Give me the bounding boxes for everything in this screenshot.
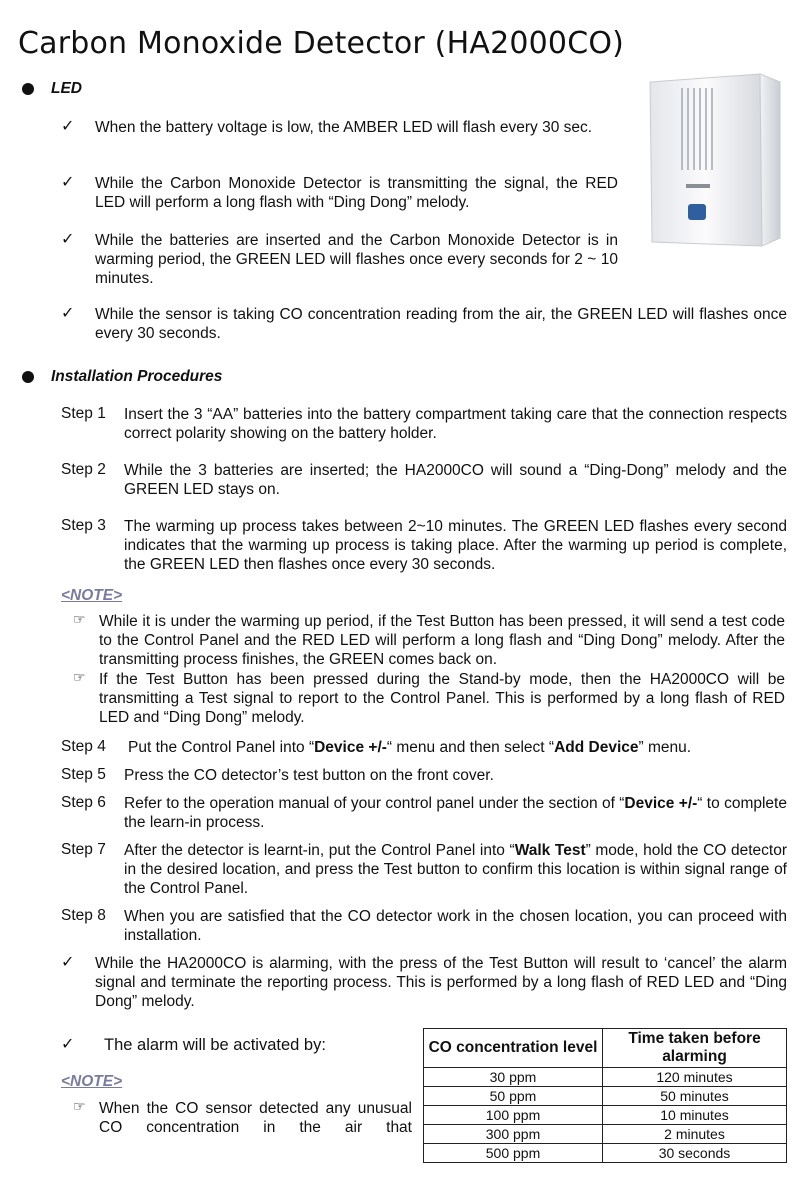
- step-text-part: ” menu.: [638, 739, 692, 756]
- step-label: Step 5: [61, 766, 106, 783]
- step-text: Insert the 3 “AA” batteries into the battery compartment taking care that the connection respects correct polarity showing on the battery holder.: [124, 406, 787, 442]
- table-cell: 30 seconds: [603, 1144, 787, 1163]
- section-installation: [22, 368, 222, 386]
- table-cell: 30 ppm: [424, 1068, 603, 1087]
- step-label: Step 3: [61, 517, 106, 534]
- mode-name: Walk Test: [514, 842, 586, 859]
- alarm-cancel-text: While the HA2000CO is alarming, with the press of the Test Button will result to ‘cancel’ the alarm signal and terminate the reporting process. This is performed by a long flash of RED LED and “Ding Dong” melody.: [95, 955, 787, 1010]
- table-cell: 100 ppm: [424, 1106, 603, 1125]
- table-header-row: [424, 1029, 787, 1068]
- table-cell: 300 ppm: [424, 1125, 603, 1144]
- page-title: Carbon Monoxide Detector (HA2000CO): [18, 26, 625, 61]
- table-cell: 500 ppm: [424, 1144, 603, 1163]
- step-label: Step 8: [61, 907, 106, 924]
- check-icon: ✓: [61, 116, 75, 135]
- table-row: [424, 1068, 787, 1087]
- step-label: Step 2: [61, 461, 106, 478]
- check-icon: ✓: [61, 229, 75, 248]
- section-led-title: LED: [51, 80, 82, 97]
- step-label: Step 6: [61, 794, 106, 811]
- bullet-icon: [22, 371, 34, 383]
- column-header: Time taken before alarming: [603, 1029, 787, 1068]
- note-label: <NOTE>: [61, 1073, 123, 1090]
- step-label: Step 4: [61, 738, 106, 755]
- step-label: Step 7: [61, 841, 106, 858]
- alarm-table: [423, 1028, 787, 1163]
- step-label: Step 1: [61, 405, 106, 422]
- check-icon: ✓: [61, 1034, 75, 1053]
- detector-product-image: [640, 70, 788, 260]
- table-row: [424, 1125, 787, 1144]
- led-item: While the sensor is taking CO concentration reading from the air, the GREEN LED will flashes once every 30 seconds.: [95, 306, 787, 342]
- pointing-hand-icon: ☞: [73, 612, 86, 628]
- step-text: While the 3 batteries are inserted; the HA2000CO will sound a “Ding-Dong” melody and the GREEN LED stays on.: [124, 462, 787, 498]
- bullet-icon: [22, 83, 34, 95]
- note-label: <NOTE>: [61, 587, 123, 604]
- step-text-part: “ menu and then select “: [386, 739, 555, 756]
- check-icon: ✓: [61, 172, 75, 191]
- menu-name: Add Device: [554, 739, 639, 756]
- section-led: [22, 80, 82, 98]
- step-text-part: ” mode, hold the CO detector in the desired location, and press the Test button to confirm this location is within signal range of the Control Panel.: [124, 842, 787, 897]
- pointing-hand-icon: ☞: [73, 670, 86, 686]
- led-item: While the batteries are inserted and the Carbon Monoxide Detector is in warming period, the GREEN LED will flashes once every seconds for 2 ~ 10 minutes.: [95, 232, 618, 287]
- note-text: While it is under the warming up period, if the Test Button has been pressed, it will send a test code to the Control Panel and the RED LED will perform a long flash and “Ding Dong” melody. After the transmitting process finishes, the GREEN comes back on.: [99, 613, 785, 668]
- check-icon: ✓: [61, 952, 75, 971]
- note-text: If the Test Button has been pressed during the Stand-by mode, then the HA2000CO will be transmitting a Test signal to report to the Control Panel. This is performed by a long flash of RED LED and “Ding Dong” melody.: [99, 671, 785, 726]
- table-cell: 10 minutes: [603, 1106, 787, 1125]
- menu-name: Device +/-: [624, 795, 698, 812]
- led-item: When the battery voltage is low, the AMBER LED will flash every 30 sec.: [95, 119, 593, 136]
- table-cell: 50 minutes: [603, 1087, 787, 1106]
- step-text: The warming up process takes between 2~10 minutes. The GREEN LED flashes every second indicates that the warming up process is taking place. After the warming up period is complete, the GREEN LED then flashes once every 30 seconds.: [124, 518, 787, 573]
- bottom-note-text: When the CO sensor detected any unusual CO concentration in the air that: [99, 1100, 412, 1136]
- table-row: [424, 1144, 787, 1163]
- step-text-part: Put the Control Panel into “: [128, 739, 315, 756]
- table-row: [424, 1106, 787, 1125]
- step-text-part: “ to complete the learn-in process.: [124, 795, 787, 831]
- step-text: Press the CO detector’s test button on the front cover.: [124, 767, 494, 784]
- section-installation-title: Installation Procedures: [51, 368, 223, 385]
- pointing-hand-icon: ☞: [73, 1099, 86, 1115]
- table-cell: 50 ppm: [424, 1087, 603, 1106]
- table-cell: 120 minutes: [603, 1068, 787, 1087]
- step-text: When you are satisfied that the CO detector work in the chosen location, you can proceed with installation.: [124, 908, 787, 944]
- table-row: [424, 1087, 787, 1106]
- check-icon: ✓: [61, 303, 75, 322]
- step-text-part: After the detector is learnt-in, put the Control Panel into “: [124, 842, 515, 859]
- step-text-part: Refer to the operation manual of your control panel under the section of “: [124, 795, 625, 812]
- alarm-activated-text: The alarm will be activated by:: [104, 1036, 326, 1054]
- column-header: CO concentration level: [424, 1029, 603, 1068]
- step-text: [124, 841, 787, 898]
- step-text: [128, 738, 787, 757]
- step-text: [124, 794, 787, 832]
- led-item: While the Carbon Monoxide Detector is transmitting the signal, the RED LED will perform a long flash with “Ding Dong” melody.: [95, 175, 618, 211]
- menu-name: Device +/-: [314, 739, 387, 756]
- table-cell: 2 minutes: [603, 1125, 787, 1144]
